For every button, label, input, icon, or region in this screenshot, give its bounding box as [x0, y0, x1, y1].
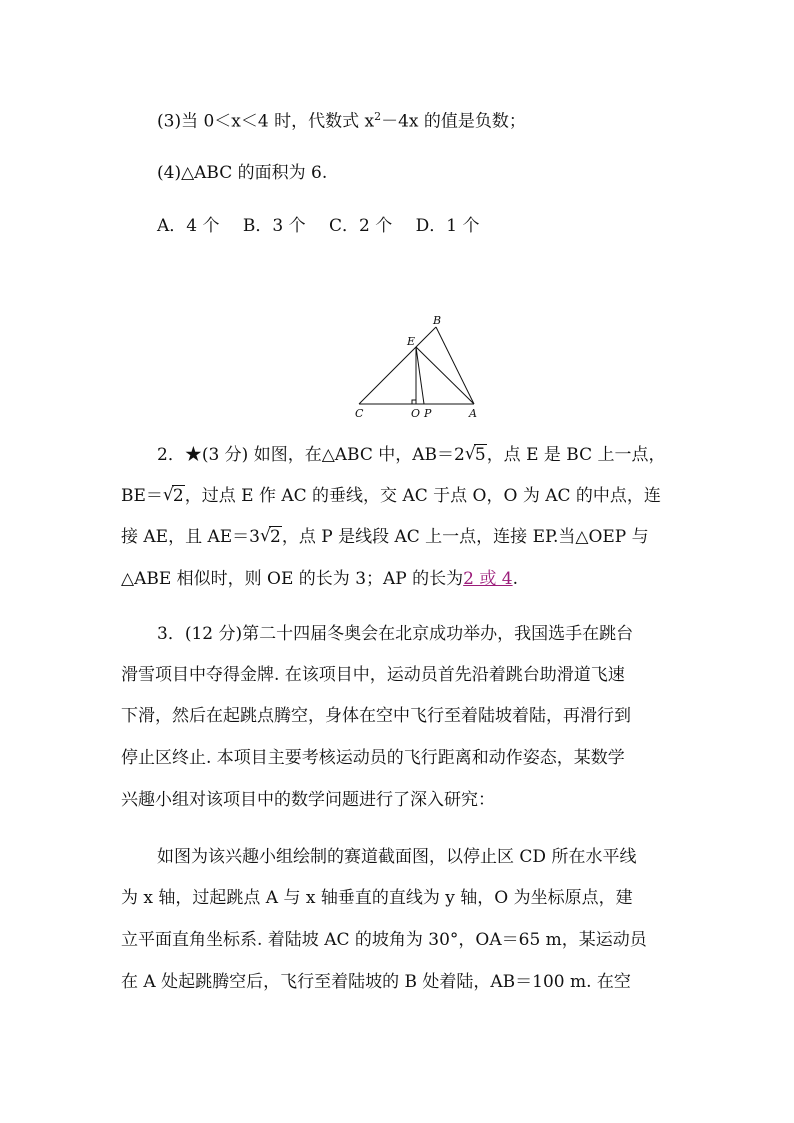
- q2-line3: 接 AE，且 AE＝3√ 2，点 P 是线段 AC 上一点，连接 EP.当△OEP 与: [121, 525, 649, 549]
- q1-item3: (3)当 0＜x＜4 时，代数式 $x^2-4x$ 的值是负数；: [157, 110, 526, 132]
- q3-line3: 下滑，然后在起跳点腾空，身体在空中飞行至着陆坡着陆，再滑行到: [121, 706, 631, 726]
- q3-para2-line3: 立平面直角坐标系. 着陆坡 AC 的坡角为 30°，OA＝65 m，某运动员: [121, 930, 647, 950]
- option-a: A．4 个: [157, 216, 220, 236]
- q2-line1: 2．★(3 分) 如图，在△ABC 中，AB＝2√ 5，点 E 是 BC 上一点，: [157, 443, 666, 467]
- label-b: B: [433, 314, 442, 327]
- segment-ea: [416, 347, 474, 404]
- q2-line4: △ABE 相似时，则 OE 的长为 3；AP 的长为2 或 4.: [121, 569, 519, 589]
- segment-ba: [436, 327, 474, 404]
- label-e: E: [407, 335, 416, 348]
- right-angle-mark: [412, 400, 416, 404]
- segment-ep: [416, 347, 424, 404]
- label-c: C: [355, 407, 364, 420]
- q2-line2: BE＝√ 2，过点 E 作 AC 的垂线，交 AC 于点 O，O 为 AC 的中点，连: [121, 484, 661, 508]
- q3-para2-line1: 如图为该兴趣小组绘制的赛道截面图，以停止区 CD 所在水平线: [157, 847, 637, 867]
- option-b: B．3 个: [242, 216, 306, 236]
- q3-line2: 滑雪项目中夺得金牌. 在该项目中，运动员首先沿着跳台助滑道飞速: [121, 665, 625, 685]
- segment-cb: [359, 327, 436, 404]
- q3-para2-line4: 在 A 处起跳腾空后，飞行至着陆坡的 B 处着陆，AB＝100 m. 在空: [121, 972, 631, 992]
- q3-line5: 兴趣小组对该项目中的数学问题进行了深入研究：: [121, 790, 495, 810]
- q1-item4: (4)△ABC 的面积为 6.: [157, 163, 328, 183]
- option-c: C．2 个: [329, 216, 393, 236]
- q3-line1: 3．(12 分)第二十四届冬奥会在北京成功举办，我国选手在跳台: [157, 624, 634, 644]
- q2-answer: 2 或 4: [463, 569, 513, 589]
- label-a: A: [469, 407, 477, 420]
- label-o: O: [411, 407, 421, 420]
- option-d: D．1 个: [415, 216, 480, 236]
- q3-line4: 停止区终止. 本项目主要考核运动员的飞行距离和动作姿态，某数学: [121, 748, 625, 768]
- q3-para2-line2: 为 x 轴，过起跳点 A 与 x 轴垂直的直线为 y 轴，O 为坐标原点，建: [121, 888, 633, 908]
- triangle-figure: [350, 312, 490, 422]
- q1-options: [157, 214, 498, 238]
- label-p: P: [424, 407, 432, 420]
